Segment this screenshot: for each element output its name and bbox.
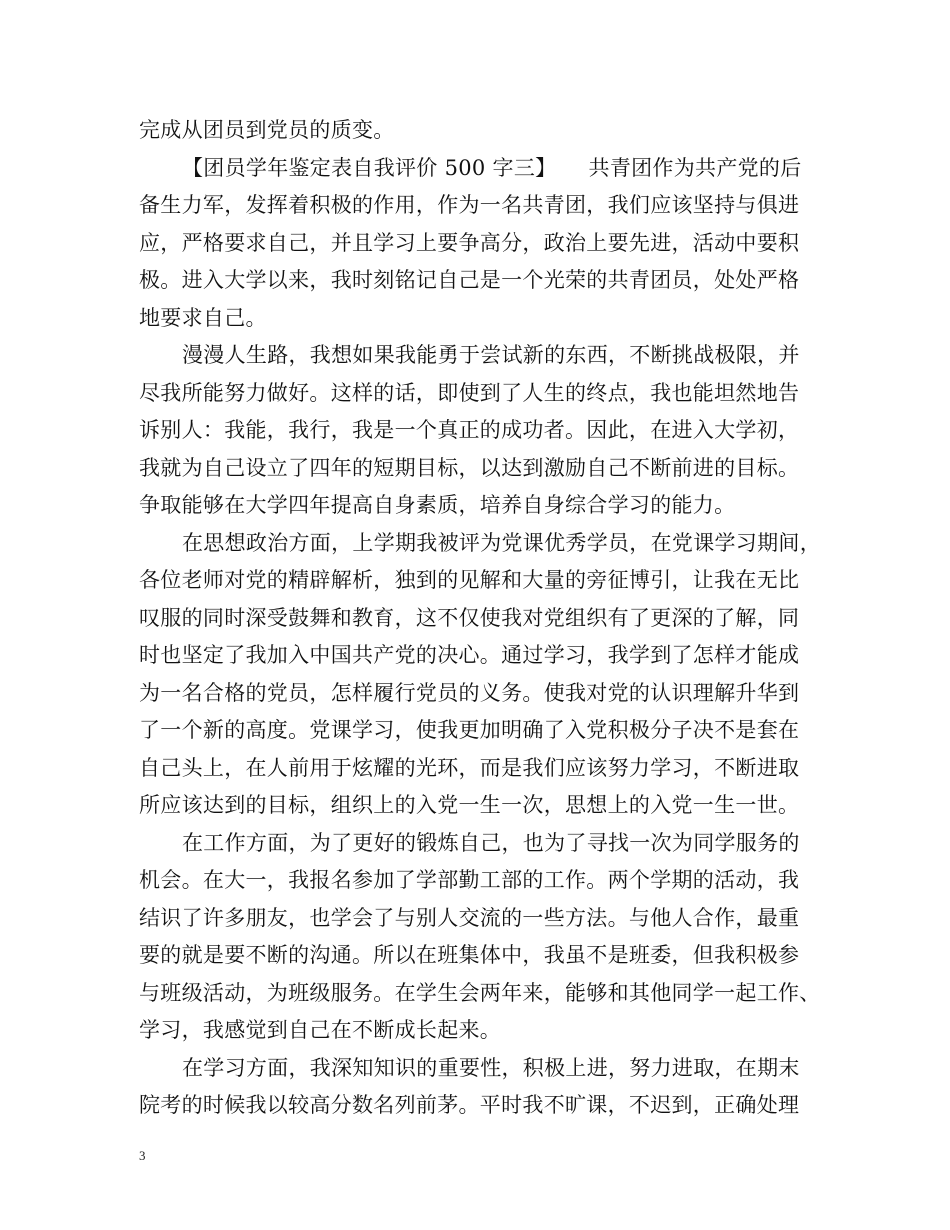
text-line: 学习，我感觉到自己在不断成长起来。 bbox=[139, 1018, 502, 1042]
page-number: 3 bbox=[139, 1148, 146, 1163]
text-line: 我就为自己设立了四年的短期目标，以达到激励自己不断前进的目标。 bbox=[139, 455, 800, 480]
text-line: 在思想政治方面，上学期我被评为党课优秀学员，在党课学习期间， bbox=[182, 530, 821, 555]
text-line: 极。进入大学以来，我时刻铭记自己是一个光荣的共青团员，处处严格 bbox=[139, 268, 800, 292]
text-line: 【团员学年鉴定表自我评价 500 字三】 共青团作为共产党的后 bbox=[182, 155, 802, 180]
text-line: 诉别人：我能，我行，我是一个真正的成功者。因此，在进入大学初， bbox=[139, 418, 800, 442]
text-line: 机会。在大一，我报名参加了学部勤工部的工作。两个学期的活动，我 bbox=[139, 868, 800, 892]
text-line: 完成从团员到党员的质变。 bbox=[139, 118, 395, 142]
text-line: 尽我所能努力做好。这样的话，即使到了人生的终点，我也能坦然地告 bbox=[139, 380, 800, 405]
text-line: 地要求自己。 bbox=[139, 305, 267, 330]
text-line: 时也坚定了我加入中国共产党的决心。通过学习，我学到了怎样才能成 bbox=[139, 643, 800, 667]
text-line: 各位老师对党的精辟解析，独到的见解和大量的旁征博引，让我在无比 bbox=[139, 568, 800, 592]
text-line: 要的就是要不断的沟通。所以在班集体中，我虽不是班委，但我积极参 bbox=[139, 943, 800, 967]
text-line: 争取能够在大学四年提高自身素质，培养自身综合学习的能力。 bbox=[139, 493, 736, 517]
text-line: 所应该达到的目标，组织上的入党一生一次，思想上的入党一生一世。 bbox=[139, 793, 800, 817]
text-line: 应，严格要求自己，并且学习上要争高分，政治上要先进，活动中要积 bbox=[139, 230, 800, 255]
text-line: 在学习方面，我深知知识的重要性，积极上进，努力进取，在期末 bbox=[182, 1055, 800, 1080]
text-line: 结识了许多朋友，也学会了与别人交流的一些方法。与他人合作，最重 bbox=[139, 905, 800, 930]
text-line: 叹服的同时深受鼓舞和教育，这不仅使我对党组织有了更深的了解，同 bbox=[139, 605, 800, 630]
text-line: 与班级活动，为班级服务。在学生会两年来，能够和其他同学一起工作、 bbox=[139, 980, 821, 1005]
text-line: 为一名合格的党员，怎样履行党员的义务。使我对党的认识理解升华到 bbox=[139, 680, 800, 705]
text-line: 了一个新的高度。党课学习，使我更加明确了入党积极分子决不是套在 bbox=[139, 718, 800, 742]
text-line: 院考的时候我以较高分数名列前茅。平时我不旷课，不迟到，正确处理 bbox=[139, 1093, 800, 1117]
document-body bbox=[139, 112, 821, 1125]
text-line: 漫漫人生路，我想如果我能勇于尝试新的东西，不断挑战极限，并 bbox=[182, 343, 800, 367]
text-line: 自己头上，在人前用于炫耀的光环，而是我们应该努力学习，不断进取 bbox=[139, 755, 800, 780]
text-line: 备生力军，发挥着积极的作用，作为一名共青团，我们应该坚持与俱进 bbox=[139, 193, 800, 217]
text-line: 在工作方面，为了更好的锻炼自己，也为了寻找一次为同学服务的 bbox=[182, 830, 800, 855]
